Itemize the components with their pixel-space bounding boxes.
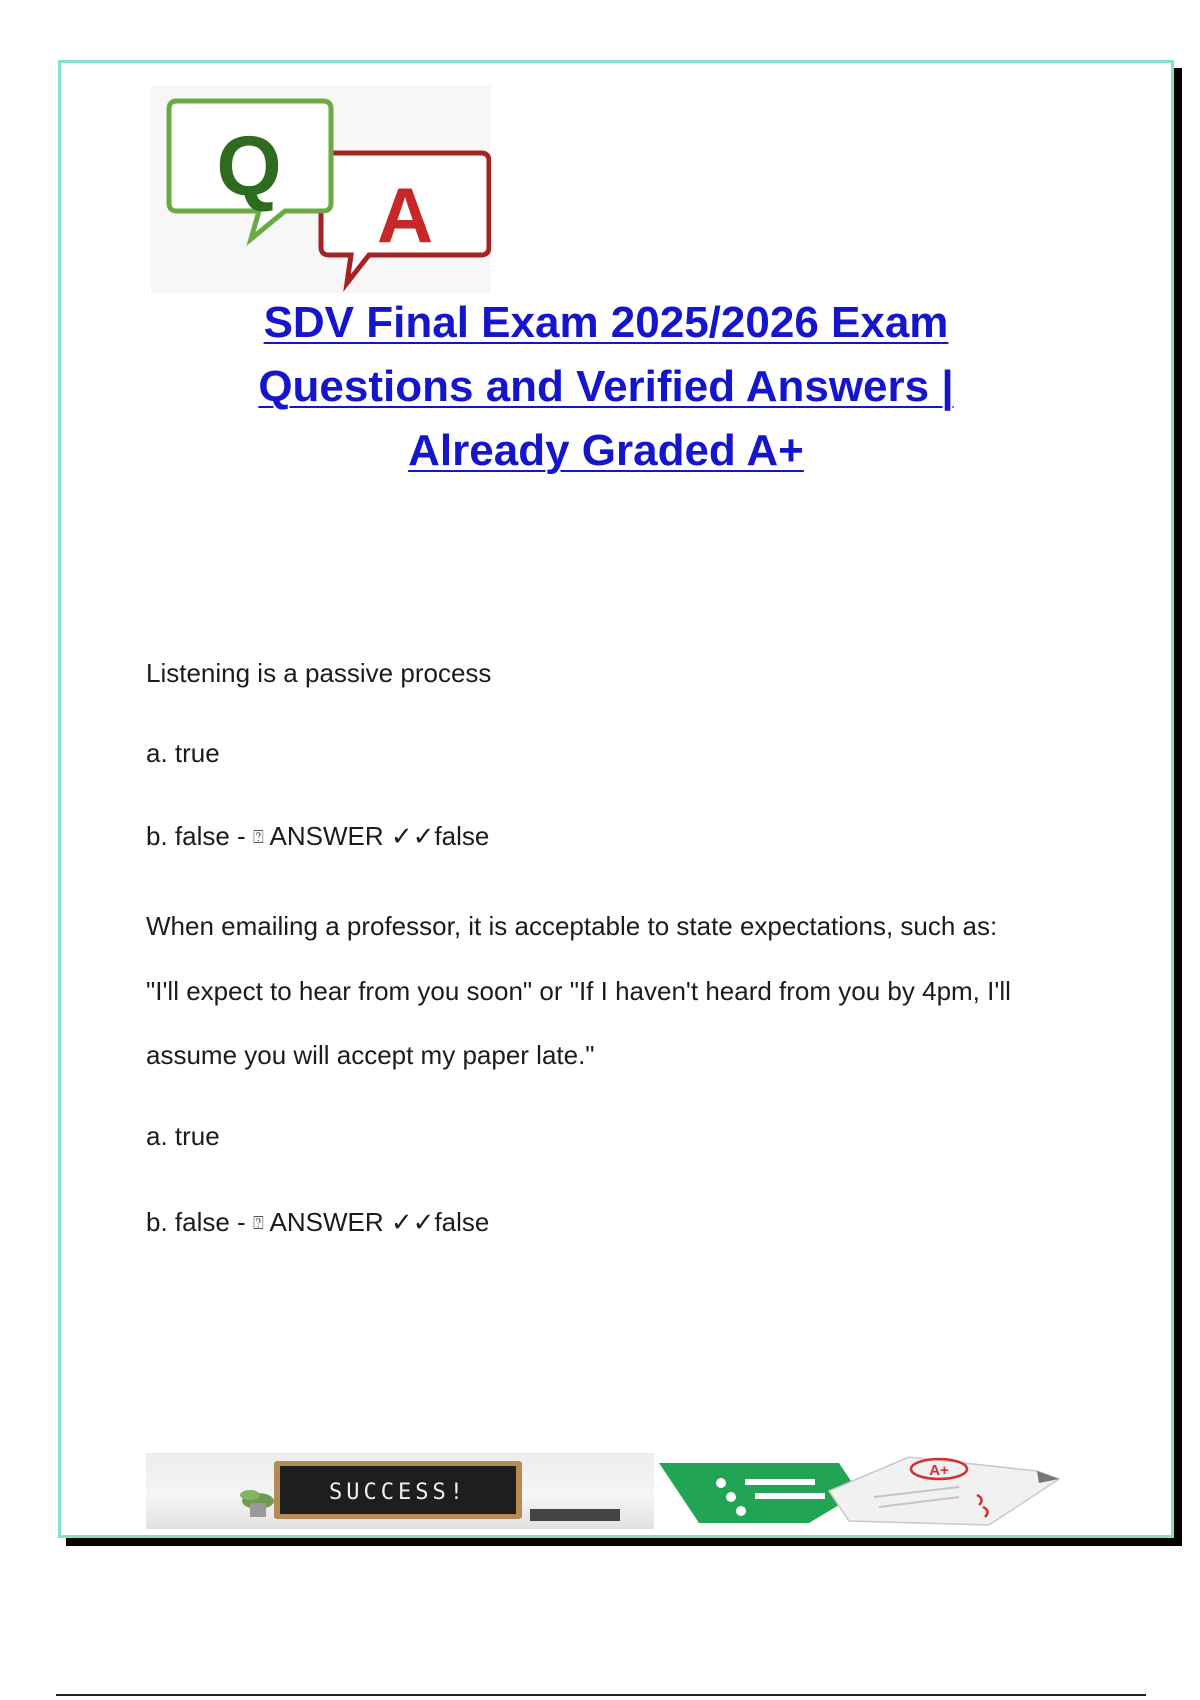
title-line-1: SDV Final Exam 2025/2026 Exam [263,298,949,347]
question-2-text-line-2: "I'll expect to hear from you soon" or "If I haven't heard from you by 4pm, I'll [146,976,1011,1006]
q-letter: Q [216,119,282,213]
graded-paper-image [659,1453,1087,1529]
success-board-icon [146,1453,654,1529]
question-2-text-line-3: assume you will accept my paper late." [146,1040,595,1070]
question-2-text-line-1: When emailing a professor, it is acceptable to state expectations, such as: [146,911,998,941]
question-1-answer: ANSWER ✓✓false [263,821,490,851]
question-2-option-b-prefix: b. false - [146,1207,253,1237]
missing-glyph-icon: ⍰ [252,1213,264,1233]
question-2-option-a: a. true [146,1121,220,1151]
question-1-option-a: a. true [146,738,220,768]
success-sign-image [146,1453,654,1529]
success-sign-text: SUCCESS! [329,1480,467,1505]
grade-badge-text: A+ [929,1462,949,1479]
question-1-option-b-prefix: b. false - [146,821,253,851]
qa-logo-image [151,85,491,293]
question-1-text: Listening is a passive process [146,658,492,688]
page-bottom-rule [56,1694,1146,1696]
question-2-answer: ANSWER ✓✓false [263,1207,490,1237]
a-letter: A [376,171,434,259]
question-1-option-b [146,821,489,852]
question-2-option-b [146,1207,489,1238]
qa-speech-bubbles-icon [151,85,491,293]
document-title [211,291,1001,483]
graded-paper-icon [659,1453,1087,1529]
missing-glyph-icon: ⍰ [252,827,264,847]
title-line-2: Questions and Verified Answers | [258,362,954,411]
page-frame [58,60,1174,1538]
title-line-3: Already Graded A+ [408,426,804,475]
